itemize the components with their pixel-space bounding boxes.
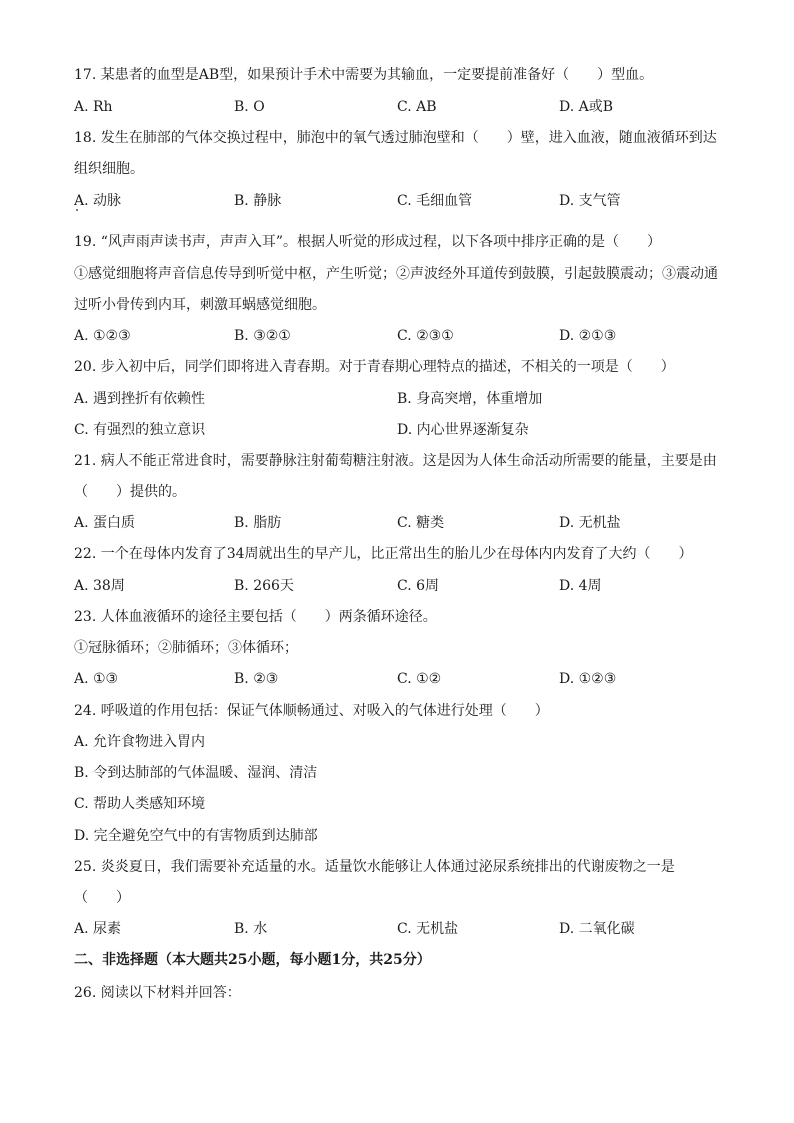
question-24-option-a: A. 允许食物进入胃内 <box>74 734 206 750</box>
question-25-stem-line-2: （ ） <box>74 890 130 906</box>
question-21-stem-line-1: 21. 病人不能正常进食时，需要静脉注射葡萄糖注射液。这是因为人体生命活动所需要的能量，主要是由 <box>74 453 717 469</box>
question-20-options-row-2 <box>74 420 734 440</box>
option-a: A. Rh <box>74 99 113 115</box>
option-d: D. 无机盐 <box>559 515 621 531</box>
question-18-stem-line-1: 18. 发生在肺部的气体交换过程中，肺泡中的氧气透过肺泡壁和（ ）壁，进入血液，随血液循环到达 <box>74 130 717 146</box>
question-23-stem-line-1: 23. 人体血液循环的途径主要包括（ ）两条循环途径。 <box>74 609 437 625</box>
option-c: C. ①② <box>397 671 442 687</box>
option-d: D. A或B <box>559 99 614 115</box>
option-c: C. ②③① <box>397 328 454 344</box>
option-d: D. 支气管 <box>559 193 621 209</box>
option-d: D. ①②③ <box>559 671 617 687</box>
option-a: A. ①③ <box>74 671 119 687</box>
question-26-stem: 26. 阅读以下材料并回答： <box>74 985 241 1001</box>
option-d: D. 内心世界逐渐复杂 <box>397 422 529 438</box>
question-23-stem-line-2: ①冠脉循环；②肺循环；③体循环； <box>74 640 298 656</box>
option-b: B. ③②① <box>234 328 291 344</box>
question-18-options <box>74 191 734 211</box>
option-b: B. ②③ <box>234 671 279 687</box>
option-b: B. 266天 <box>234 578 294 594</box>
option-c: C. 糖类 <box>397 515 445 531</box>
question-17-stem: 17. 某患者的血型是AB型，如果预计手术中需要为其输血，一定要提前准备好（ ）型血。 <box>74 67 654 83</box>
option-a: A. 动脉 <box>74 193 122 209</box>
question-21-stem-line-2: （ ）提供的。 <box>74 484 186 500</box>
question-22-stem: 22. 一个在母体内发育了34周就出生的早产儿，比正常出生的胎儿少在母体内内发育了大约（ ） <box>74 546 693 562</box>
question-22-options <box>74 576 734 596</box>
question-20-options-row-1 <box>74 389 734 409</box>
option-d: D. ②①③ <box>559 328 617 344</box>
question-17-options <box>74 97 734 117</box>
question-25-options <box>74 919 734 939</box>
option-d: D. 二氧化碳 <box>559 921 635 937</box>
option-a: A. 遇到挫折有依赖性 <box>74 391 206 407</box>
option-b: B. 静脉 <box>234 193 282 209</box>
question-19-stem-line-2: ①感觉细胞将声音信息传导到听觉中枢，产生听觉；②声波经外耳道传到鼓膜，引起鼓膜震动；③震动通 <box>74 266 718 282</box>
option-c: C. 有强烈的独立意识 <box>74 422 206 438</box>
option-b: B. O <box>234 99 265 115</box>
question-20-stem: 20. 步入初中后，同学们即将进入青春期。对于青春期心理特点的描述，不相关的一项是（ ） <box>74 359 675 375</box>
option-c: C. AB <box>397 99 437 115</box>
option-a: A. ①②③ <box>74 328 131 344</box>
question-25-stem-line-1: 25. 炎炎夏日，我们需要补充适量的水。适量饮水能够让人体通过泌尿系统排出的代谢废物之一是 <box>74 859 675 875</box>
option-c: C. 毛细血管 <box>397 193 473 209</box>
section-heading: 二、非选择题（本大题共25小题，每小题1分，共25分） <box>74 952 431 968</box>
question-24-option-d: D. 完全避免空气中的有害物质到达肺部 <box>74 828 318 844</box>
option-a: A. 尿素 <box>74 921 122 937</box>
question-23-options <box>74 669 734 689</box>
question-24-option-c: C. 帮助人类感知环境 <box>74 796 206 812</box>
option-a: A. 蛋白质 <box>74 515 136 531</box>
option-c: C. 无机盐 <box>397 921 459 937</box>
option-b: B. 水 <box>234 921 268 937</box>
question-19-stem-line-1: 19. “风声雨声读书声，声声入耳”。根据人听觉的形成过程，以下各项中排序正确的是（ ） <box>74 234 662 250</box>
question-18-stem-line-2: 组织细胞。 <box>74 161 144 177</box>
question-21-options <box>74 513 734 533</box>
option-c: C. 6周 <box>397 578 440 594</box>
option-b: B. 身高突增，体重增加 <box>397 391 543 407</box>
question-24-option-b: B. 令到达肺部的气体温暖、湿润、清洁 <box>74 765 318 781</box>
question-24-stem: 24. 呼吸道的作用包括：保证气体顺畅通过、对吸入的气体进行处理（ ） <box>74 703 549 719</box>
question-19-options <box>74 326 734 346</box>
question-19-stem-line-3: 过听小骨传到内耳，刺激耳蜗感觉细胞。 <box>74 297 326 313</box>
option-b: B. 脂肪 <box>234 515 282 531</box>
option-a: A. 38周 <box>74 578 125 594</box>
option-d: D. 4周 <box>559 578 602 594</box>
